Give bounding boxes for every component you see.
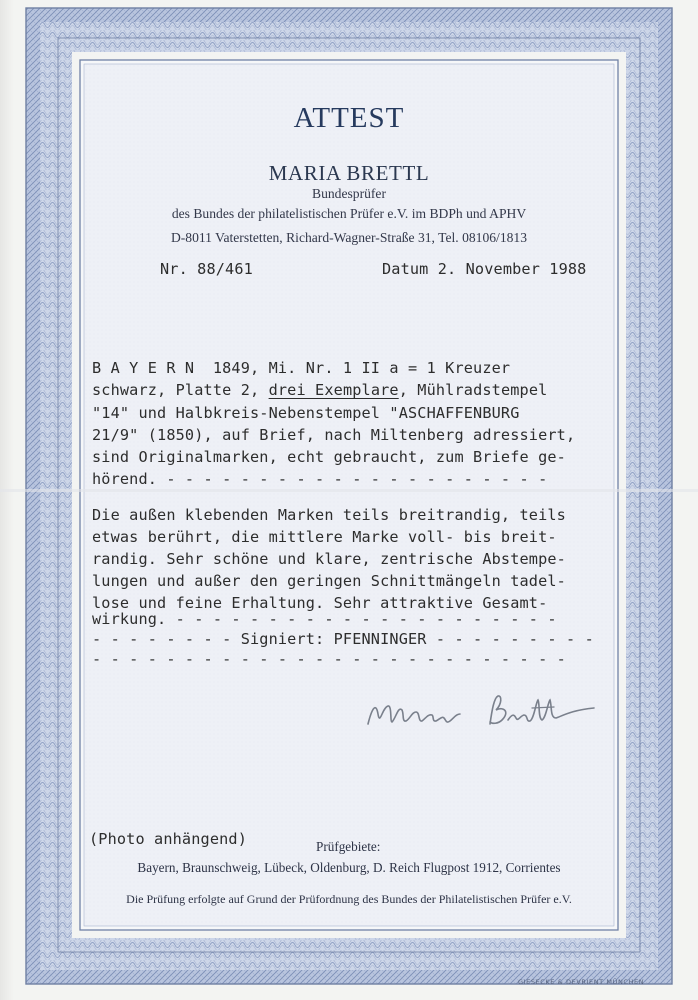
condition-line-3: randig. Sehr schöne und klare, zentrische Abstempe- — [92, 550, 566, 568]
condition-line-5: lose und feine Erhaltung. Sehr attraktive Gesamt- — [92, 594, 548, 612]
certificate-number: Nr. 88/461 — [160, 260, 253, 278]
description-line-5: sind Originalmarken, echt gebraucht, zum Briefe ge- — [92, 448, 566, 466]
examination-areas: Bayern, Braunschweig, Lübeck, Oldenburg, D. Reich Flugpost 1912, Corrientes — [137, 860, 561, 875]
description-line-4: 21/9" (1850), auf Brief, nach Miltenberg adressiert, — [92, 426, 576, 444]
description-line-3: "14" und Halbkreis-Nebenstempel "ASCHAFFENBURG — [92, 404, 520, 422]
condition-line-6: wirkung. - - - - - - - - - - - - - - - - - - - - - — [92, 610, 557, 628]
underlined-phrase: drei Exemplare — [268, 381, 399, 399]
description-line-2-end: , Mühlradstempel — [398, 381, 548, 399]
address-line: D-8011 Vaterstetten, Richard-Wagner-Straße 31, Tel. 08106/1813 — [170, 230, 528, 245]
printer-imprint: GIESECKE & DEVRIENT MÜNCHEN — [518, 978, 645, 986]
description-line-2-start: schwarz, Platte 2, — [92, 381, 260, 399]
certificate-title: ATTEST — [293, 102, 405, 134]
examiner-role: Bundesprüfer — [312, 186, 386, 201]
description-line-1: B A Y E R N 1849, Mi. Nr. 1 II a = 1 Kreuzer — [92, 359, 511, 377]
legal-note: Die Prüfung erfolgte auf Grund der Prüfordnung des Bundes der Philatelistischen Prüfer e.V. — [126, 892, 572, 906]
description-line-2 — [92, 383, 547, 398]
condition-line-4: lungen und außer den geringen Schnittmängeln tadel- — [92, 572, 566, 590]
certificate-date: Datum 2. November 1988 — [382, 260, 587, 278]
condition-line-1: Die außen klebenden Marken teils breitrandig, teils — [92, 506, 566, 524]
examiner-signature — [362, 688, 602, 738]
examiner-name: MARIA BRETTL — [268, 161, 430, 185]
description-line-6: hörend. - - - - - - - - - - - - - - - - - - - - - — [92, 470, 548, 488]
areas-label: Prüfgebiete: — [316, 839, 381, 854]
condition-line-2: etwas berührt, die mittlere Marke voll- bis breit- — [92, 528, 557, 546]
association-line: des Bundes der philatelistischen Prüfer e.V. im BDPh und APHV — [171, 206, 527, 221]
photo-note: (Photo anhängend) — [89, 830, 247, 848]
signed-by-line: - - - - - - - - Signiert: PFENNINGER - - - - - - - - - — [92, 630, 594, 648]
closing-dash-line: - - - - - - - - - - - - - - - - - - - - - - - - - - — [92, 650, 566, 668]
